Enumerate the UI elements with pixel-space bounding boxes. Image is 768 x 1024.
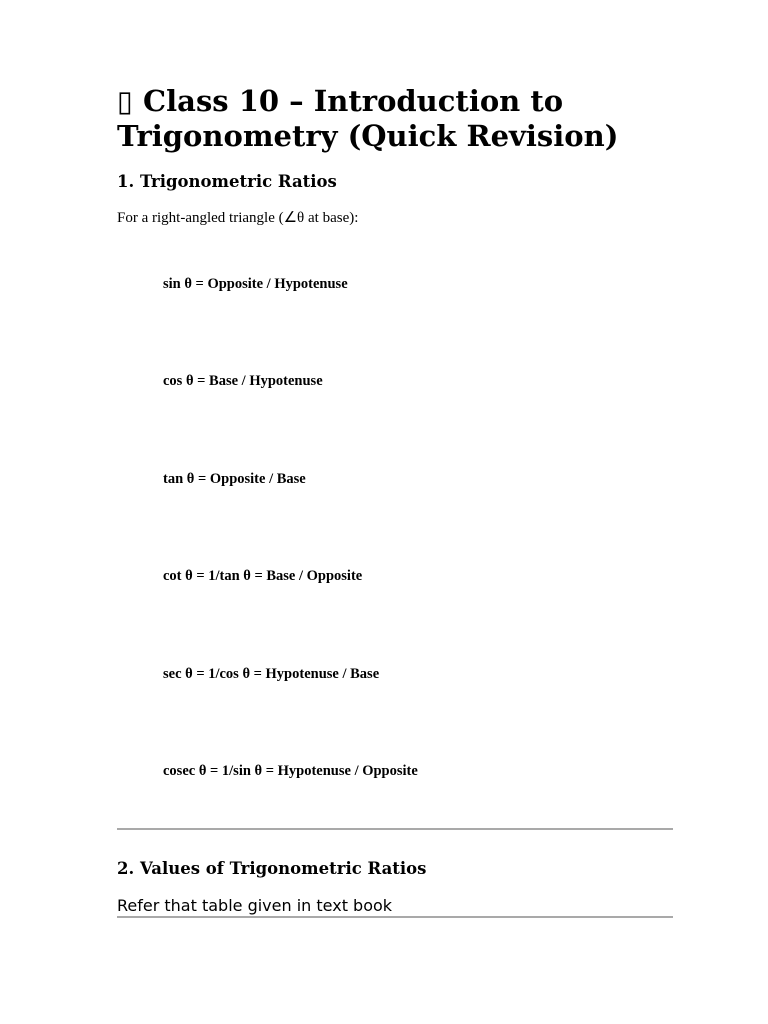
formula-cot: cot θ = 1/tan θ = Base / Opposite [163,568,363,584]
formula-sin: sin θ = Opposite / Hypotenuse [163,276,348,292]
section-intro-text: For a right-angled triangle (∠θ at base): [117,210,359,226]
formula-cosec: cosec θ = 1/sin θ = Hypotenuse / Opposite [163,763,418,779]
section-divider [117,828,673,830]
page-title: ▯ Class 10 – Introduction to Trigonometry (Quick Revision) [117,84,619,153]
section-note-text: Refer that table given in text book [117,896,393,915]
bottom-divider [117,916,673,918]
formula-cos: cos θ = Base / Hypotenuse [163,373,323,389]
formula-tan: tan θ = Opposite / Base [163,471,306,487]
section-heading-trigonometric-ratios: 1. Trigonometric Ratios [117,172,337,191]
formula-sec: sec θ = 1/cos θ = Hypotenuse / Base [163,666,380,682]
section-heading-values: 2. Values of Trigonometric Ratios [117,859,427,878]
